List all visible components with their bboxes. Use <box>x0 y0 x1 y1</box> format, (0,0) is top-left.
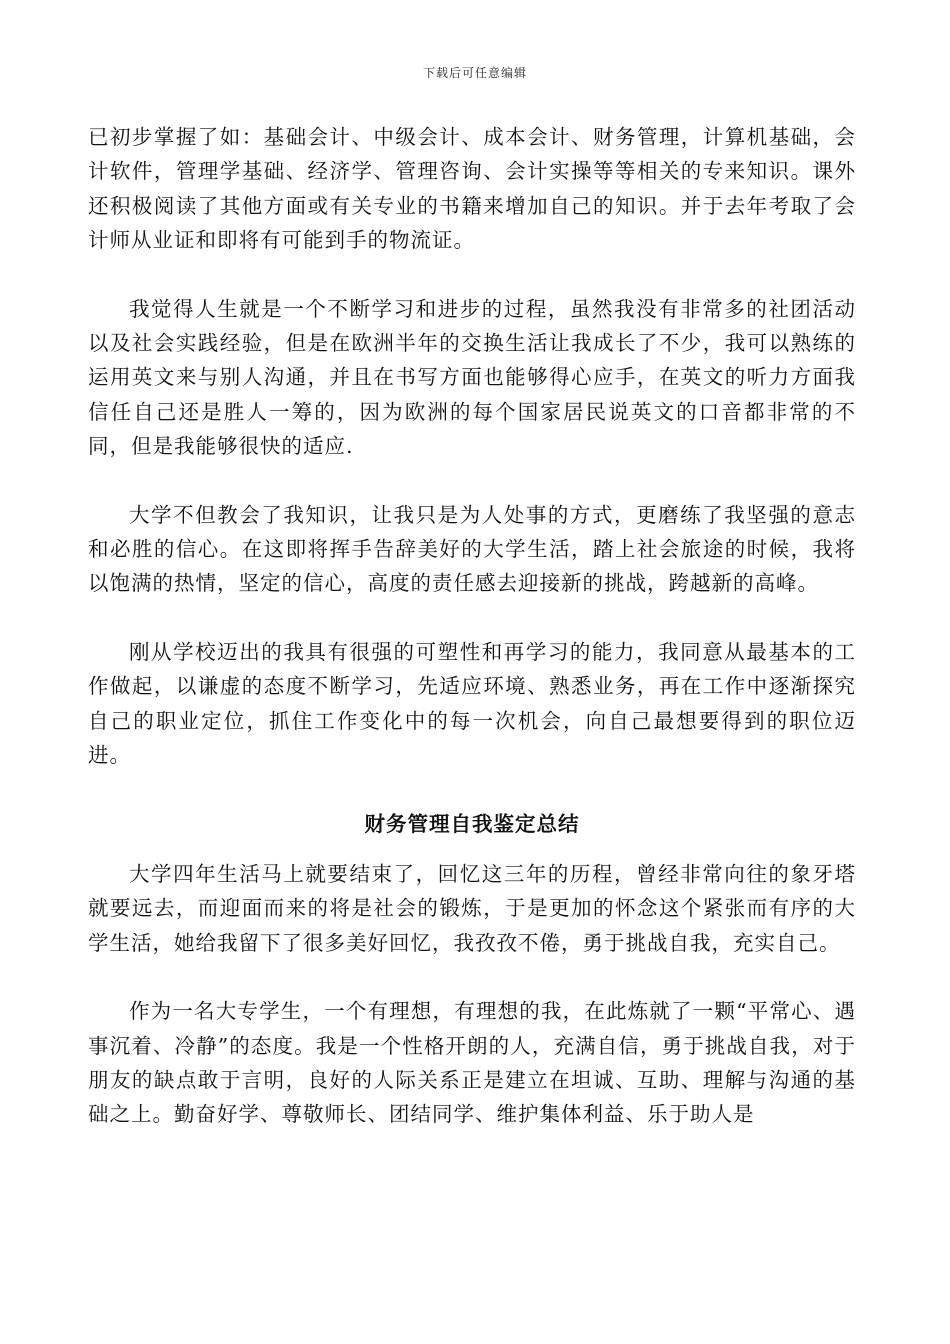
paragraph-exchange-experience: 我觉得人生就是一个不断学习和进步的过程，虽然我没有非常多的社团活动以及社会实践经验，但是在欧洲半年的交换生活让我成长了不少，我可以熟练的运用英文来与别人沟通，并且在书写方面也能够得心应手，在英文的听力方面我信任自己还是胜人一筹的，因为欧洲的每个国家居民说英文的口音都非常的不同，但是我能够很快的适应. <box>88 296 856 459</box>
paragraph-personal-qualities: 作为一名大专学生，一个有理想，有理想的我，在此炼就了一颗“平常心、遇事沉着、冷静”的态度。我是一个性格开朗的人，充满自信，勇于挑战自我，对于朋友的缺点敢于言明，良好的人际关系正是建立在坦诚、互助、理解与沟通的基础之上。勤奋好学、尊敬师长、团结同学、维护集体利益、乐于助人是 <box>88 999 856 1127</box>
document-body <box>88 120 856 1132</box>
paragraph-gap <box>88 773 856 807</box>
paragraph-gap <box>88 258 856 292</box>
paragraph-gap <box>88 960 856 994</box>
paragraph-career-plan: 刚从学校迈出的我具有很强的可塑性和再学习的能力，我同意从最基本的工作做起，以谦虚的态度不断学习，先适应环境、熟悉业务，再在工作中逐渐探究自己的职业定位，抓住工作变化中的每一次机会，向自己最想要得到的职位迈进。 <box>88 639 856 768</box>
paragraph-gap <box>88 464 856 498</box>
title-gap <box>88 841 856 857</box>
header-note: 下载后可任意编辑 <box>422 66 527 80</box>
section-title: 财务管理自我鉴定总结 <box>364 811 580 836</box>
paragraph-university-growth: 大学不但教会了我知识，让我只是为人处事的方式，更磨练了我坚强的意志和必胜的信心。在这即将挥手告辞美好的大学生活，踏上社会旅途的时候，我将以饱满的热情，坚定的信心，高度的责任感去迎接新的挑战，跨越新的高峰。 <box>88 502 856 596</box>
paragraph-knowledge: 已初步掌握了如：基础会计、中级会计、成本会计、财务管理，计算机基础，会计软件，管理学基础、经济学、管理咨询、会计实操等等相关的专来知识。课外还积极阅读了其他方面或有关专业的书籍来增加自己的知识。并于去年考取了会计师从业证和即将有可能到手的物流证。 <box>88 125 856 253</box>
paragraph-gap <box>88 601 856 635</box>
paragraph-university-life: 大学四年生活马上就要结束了，回忆这三年的历程，曾经非常向往的象牙塔就要远去，而迎面而来的将是社会的锻炼，于是更加的怀念这个紧张而有序的大学生活，她给我留下了很多美好回忆，我孜孜不倦，勇于挑战自我，充实自己。 <box>88 861 856 955</box>
